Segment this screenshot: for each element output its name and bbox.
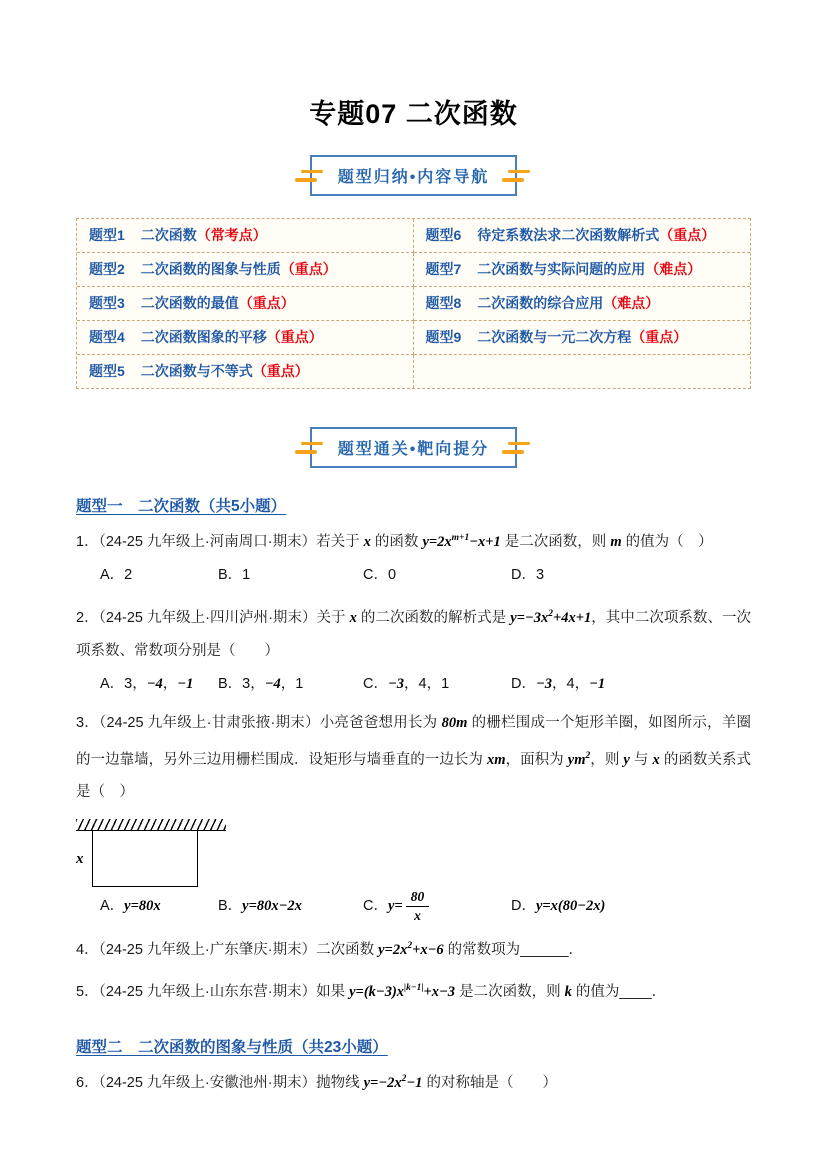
topic-name: 二次函数的最值 (140, 295, 239, 311)
rectangle-pen (92, 831, 198, 887)
topic-note: （重点） (266, 329, 323, 345)
options-row (76, 668, 751, 701)
question-4 (76, 930, 751, 967)
answer-option: B．3，−4，1 (218, 675, 304, 692)
banner-practice-wrap (76, 427, 751, 468)
topic-tag: 题型3 (89, 295, 125, 311)
orange-lines-icon (298, 442, 322, 454)
answer-option: C．y= $\frac{80}{x}$ (363, 889, 511, 923)
banner-nav-wrap (76, 155, 751, 196)
topic-cell-2 (77, 253, 414, 287)
question-text: 4．（24-25 九年级上·广东肇庆·期末）二次函数 $y=2x^2+x-6$ 的常数项为______． (76, 940, 584, 958)
topic-name: 二次函数与实际问题的应用 (477, 261, 646, 277)
topic-note: （重点） (280, 261, 337, 277)
options-row (76, 559, 751, 592)
topic-cell-empty (414, 355, 751, 388)
topic-cell-6 (414, 219, 751, 253)
topic-tag: 题型9 (425, 329, 462, 345)
topic-tag: 题型6 (425, 227, 462, 243)
topic-name: 待定系数法求二次函数解析式 (477, 227, 660, 243)
answer-option: D．y=x(80−2x) (511, 898, 606, 914)
question-3 (76, 707, 751, 924)
answer-option: D．−3，4，−1 (511, 675, 606, 692)
banner-practice-label: 题型通关•靶向提分 (337, 441, 490, 458)
question-text: 2．（24-25 九年级上·四川泸州·期末）关于 x 的二次函数的解析式是 $y=-3x^2+4x+1$，其中二次项系数、一次项系数、常数项分别是（ ） (76, 608, 751, 659)
topic-cell-7 (414, 253, 751, 287)
page-title: 专题07 二次函数 (309, 99, 518, 129)
question-2 (76, 598, 751, 701)
topic-tag: 题型4 (89, 329, 125, 345)
answer-option: A．3，−4，−1 (100, 675, 194, 692)
question-6 (76, 1063, 751, 1100)
banner-nav-label: 题型归纳•内容导航 (337, 169, 490, 186)
topic-cell-5 (77, 355, 414, 388)
topic-note: （重点） (252, 363, 309, 379)
topic-cell-9 (414, 321, 751, 355)
topic-name: 二次函数图象的平移 (140, 329, 267, 345)
topic-note: （重点） (659, 227, 716, 243)
question-text: 5．（24-25 九年级上·山东东营·期末）如果 $y=(k-3)x^{|k-1|}+x-3$ 是二次函数，则 k 的值为____． (76, 983, 667, 1001)
topic-name: 二次函数的综合应用 (477, 295, 604, 311)
wall-hatching (76, 819, 226, 831)
topic-note: （难点） (603, 295, 660, 311)
topic-tag: 题型5 (89, 363, 125, 379)
topic-note: （重点） (631, 329, 688, 345)
topic-note: （常考点） (196, 227, 267, 243)
answer-option: C．−3，4，1 (363, 675, 450, 692)
pen-row (76, 831, 751, 887)
orange-lines-icon (505, 442, 529, 454)
topic-tag: 题型1 (89, 227, 125, 243)
options-row (76, 889, 751, 923)
topic-cell-4 (77, 321, 414, 355)
answer-option: A．2 (100, 566, 133, 583)
banner-practice (310, 427, 518, 468)
orange-lines-icon (505, 170, 529, 182)
banner-nav (310, 155, 518, 196)
topic-tag: 题型7 (425, 261, 462, 277)
answer-option: A．y=80x (100, 898, 161, 914)
answer-option: B．y=80x−2x (218, 898, 302, 914)
answer-option: C．0 (363, 566, 397, 583)
topic-tag: 题型8 (425, 295, 462, 311)
answer-option: D．3 (511, 566, 545, 583)
question-text: 6．（24-25 九年级上·安徽池州·期末）抛物线 $y=-2x^2-1$ 的对称轴是（ ） (76, 1074, 557, 1091)
topic-cell-3 (77, 287, 414, 321)
section-heading-2: 题型二 二次函数的图象与性质（共23小题） (76, 1039, 388, 1057)
topic-note: （重点） (238, 295, 295, 311)
topic-note: （难点） (645, 261, 702, 277)
answer-option: B．1 (218, 566, 251, 583)
question-1 (76, 522, 751, 592)
topic-name: 二次函数的图象与性质 (140, 261, 281, 277)
question-text: 1．（24-25 九年级上·河南周口·期末）若关于 x 的函数 $y=2x^{m+1}-x+1$ 是二次函数，则 m 的值为（ ） (76, 533, 713, 550)
orange-lines-icon (298, 170, 322, 182)
topics-table (76, 218, 751, 389)
topic-name: 二次函数与一元二次方程 (477, 329, 632, 345)
topic-name: 二次函数与不等式 (140, 363, 253, 379)
topic-cell-8 (414, 287, 751, 321)
fraction: $\frac{80}{x}$ (406, 889, 430, 923)
topic-cell-1 (77, 219, 414, 253)
x-side-label: x (76, 850, 84, 867)
question-5 (76, 972, 751, 1009)
topic-name: 二次函数 (140, 227, 197, 243)
question-text: 3．（24-25 九年级上·甘肃张掖·期末）小亮爸爸想用长为 80m 的栅栏围成一个矩形羊圈，如图所示，羊圈的一边靠墙，另外三边用栅栏围成．设矩形与墙垂直的一边长为 xm，面积为 $ym^2$，则 y 与 x 的函数关系式是（ ） (76, 714, 752, 801)
section-heading-1: 题型一 二次函数（共5小题） (76, 498, 287, 515)
q3-figure (76, 819, 751, 887)
topic-tag: 题型2 (89, 261, 125, 277)
